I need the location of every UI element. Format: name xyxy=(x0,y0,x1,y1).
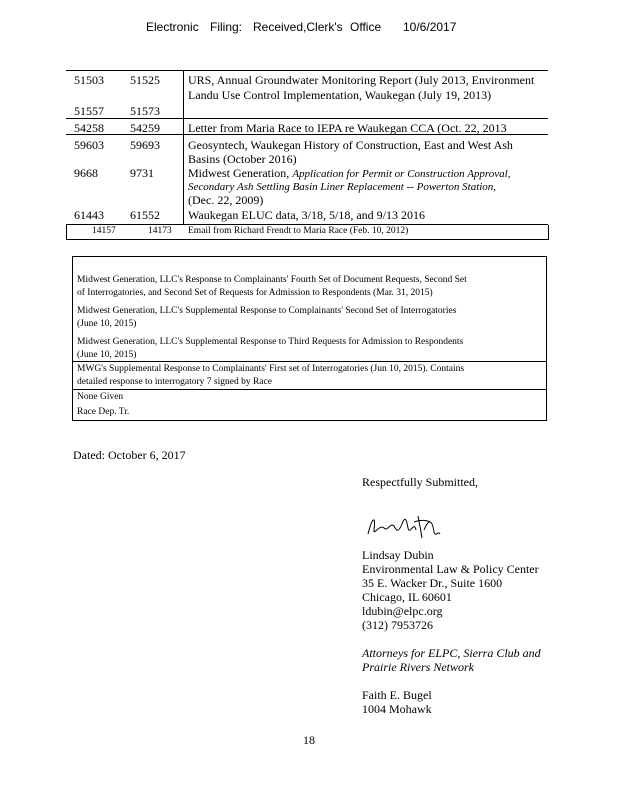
exhibit-description: Waukegan ELUC data, 3/18, 5/18, and 9/13 2016 xyxy=(188,208,425,222)
response-line: MWG's Supplemental Response to Complainants' First set of Interrogatories (Jun 10, 2015). Contains xyxy=(77,364,465,374)
header-date: 10/6/2017 xyxy=(403,20,457,34)
email-address: ldubin@elpc.org xyxy=(362,604,443,618)
phone-number: (312) 7953726 xyxy=(362,618,433,632)
bates-start: 9668 xyxy=(74,166,98,180)
exhibit-description: Basins (October 2016) xyxy=(188,152,297,166)
response-line: Race Dep. Tr. xyxy=(77,407,130,417)
bates-end: 54259 xyxy=(130,121,160,135)
street-address-2: 1004 Mohawk xyxy=(362,702,432,716)
header-electronic: Electronic xyxy=(146,20,199,34)
response-line: (June 10, 2015) xyxy=(77,319,137,329)
response-line: Midwest Generation, LLC's Supplemental Response to Complainants' Second Set of Interrogatories xyxy=(77,306,457,316)
bates-end: 51573 xyxy=(130,104,160,118)
header-received: Received,Clerk's xyxy=(253,20,343,34)
exhibit-description: (Dec. 22, 2009) xyxy=(188,193,264,207)
response-line: detailed response to interrogatory 7 signed by Race xyxy=(77,377,272,387)
table-row xyxy=(77,363,543,389)
table-row xyxy=(77,391,543,404)
table-divider xyxy=(73,389,546,390)
bates-start: 14157 xyxy=(92,226,116,236)
bates-start: 59603 xyxy=(74,138,104,152)
exhibit-description: Email from Richard Frendt to Maria Race (Feb. 10, 2012) xyxy=(188,226,409,236)
table-divider xyxy=(66,225,67,240)
closing-line: Respectfully Submitted, xyxy=(362,475,478,489)
table-row xyxy=(77,406,543,419)
bates-start: 51557 xyxy=(74,104,104,118)
bates-end: 9731 xyxy=(130,166,154,180)
bates-start: 51503 xyxy=(74,73,104,87)
bates-start: 54258 xyxy=(74,121,104,135)
table-row xyxy=(77,336,543,362)
response-line: of Interrogatories, and Second Set of Requests for Admission to Respondents (Mar. 31, 2015) xyxy=(77,288,433,298)
exhibit-description: Landu Use Control Implementation, Waukegan (July 19, 2013) xyxy=(188,88,492,102)
attorneys-for-line: Attorneys for ELPC, Sierra Club and xyxy=(362,646,541,660)
table-divider xyxy=(66,239,548,240)
exhibit-description: URS, Annual Groundwater Monitoring Report (July 2013, Environment xyxy=(188,73,535,87)
discovery-responses-table xyxy=(72,256,547,421)
attorney-name: Lindsay Dubin xyxy=(362,548,434,562)
street-address: 35 E. Wacker Dr., Suite 1600 xyxy=(362,576,503,590)
attorney-name-2: Faith E. Bugel xyxy=(362,688,432,702)
header-filing: Filing: xyxy=(210,20,243,34)
organization-name: Environmental Law & Policy Center xyxy=(362,562,539,576)
bates-end: 51525 xyxy=(130,73,160,87)
page-number: 18 xyxy=(303,733,315,747)
response-line: None Given xyxy=(77,392,124,402)
bates-end: 14173 xyxy=(148,226,172,236)
response-line: (June 10, 2015) xyxy=(77,350,137,360)
city-state-zip: Chicago, IL 60601 xyxy=(362,590,452,604)
table-divider xyxy=(73,361,546,362)
bates-start: 61443 xyxy=(74,208,104,222)
exhibit-description: Geosyntech, Waukegan History of Construction, East and West Ash xyxy=(188,138,513,152)
table-row xyxy=(77,305,543,331)
header-office: Office xyxy=(350,20,382,34)
bates-end: 61552 xyxy=(130,208,160,222)
table-divider xyxy=(66,70,548,71)
signature-image xyxy=(364,510,444,542)
response-line: Midwest Generation, LLC's Supplemental Response to Third Requests for Admission to Respondents xyxy=(77,337,464,347)
exhibit-description-italic: Application for Permit or Construction Approval, xyxy=(292,168,511,180)
attorneys-for-line: Prairie Rivers Network xyxy=(362,660,474,674)
exhibit-description: Letter from Maria Race to IEPA re Waukegan CCA (Oct. 22, 2013 xyxy=(188,121,507,135)
exhibit-description-plain: Midwest Generation, xyxy=(188,166,290,180)
response-line: Midwest Generation, LLC's Response to Complainants' Fourth Set of Document Requests, Second Set xyxy=(77,275,467,285)
exhibit-description-italic: Secondary Ash Settling Basin Liner Replacement -- Powerton Station, xyxy=(188,181,497,193)
table-divider xyxy=(183,70,184,225)
table-divider xyxy=(548,225,549,240)
dated-line: Dated: October 6, 2017 xyxy=(73,448,186,462)
bates-end: 59693 xyxy=(130,138,160,152)
table-row xyxy=(77,274,543,300)
